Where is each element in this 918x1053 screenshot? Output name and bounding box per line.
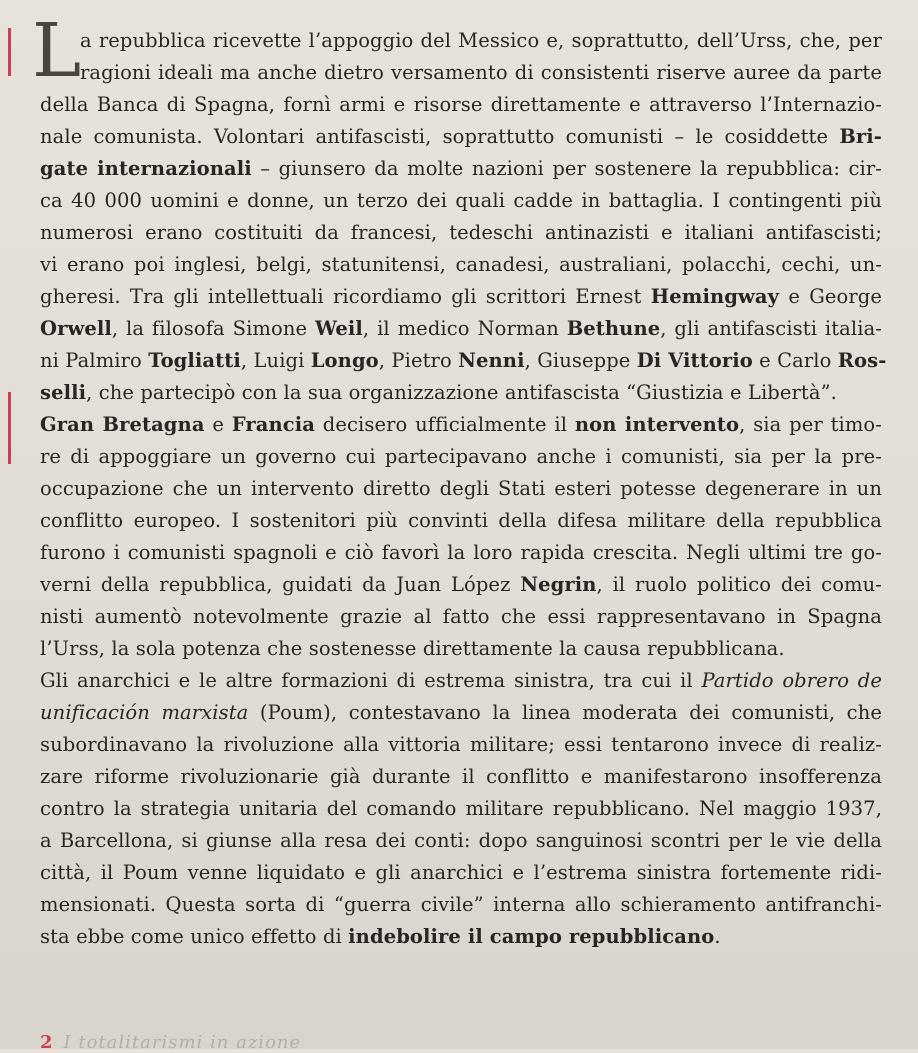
- text-line: Orwell, la filosofa Simone Weil, il medico Norman Bethune, gli antifascisti italia-: [40, 317, 882, 340]
- text-line: occupazione che un intervento diretto degli Stati esteri potesse degenerare in un: [40, 477, 882, 500]
- chapter-number: 2: [40, 1032, 54, 1053]
- page-footer: [40, 1032, 301, 1053]
- text-line: ca 40 000 uomini e donne, un terzo dei quali cadde in battaglia. I contingenti più: [40, 189, 882, 212]
- text-line: subordinavano la rivoluzione alla vittoria militare; essi tentarono invece di realiz-: [40, 733, 882, 756]
- text-line: zare riforme rivoluzionarie già durante il conflitto e manifestarono insofferenza: [40, 765, 882, 788]
- margin-bar-middle: [8, 392, 11, 464]
- text-line: della Banca di Spagna, fornì armi e risorse direttamente e attraverso l’Internazio-: [40, 93, 882, 116]
- text-line: gheresi. Tra gli intellettuali ricordiamo gli scrittori Ernest Hemingway e George: [40, 285, 882, 308]
- text-line: nisti aumentò notevolmente grazie al fatto che essi rappresentavano in Spagna: [40, 605, 882, 628]
- text-line: a Barcellona, si giunse alla resa dei conti: dopo sanguinosi scontri per le vie della: [40, 829, 882, 852]
- text-line: ni Palmiro Togliatti, Luigi Longo, Pietro Nenni, Giuseppe Di Vittorio e Carlo Ros-: [40, 349, 887, 372]
- drop-cap: L: [32, 8, 82, 94]
- text-line: nale comunista. Volontari antifascisti, soprattutto comunisti – le cosiddette Bri-: [40, 125, 882, 148]
- text-line: numerosi erano costituiti da francesi, tedeschi antinazisti e italiani antifascisti;: [40, 221, 882, 244]
- text-line: ragioni ideali ma anche dietro versamento di consistenti riserve auree da parte: [80, 61, 882, 84]
- text-line: l’Urss, la sola potenza che sostenesse direttamente la causa repubblicana.: [40, 637, 785, 660]
- text-line: città, il Poum venne liquidato e gli anarchici e l’estrema sinistra fortemente ridi-: [40, 861, 882, 884]
- text-line: Gran Bretagna e Francia decisero ufficialmente il non intervento, sia per timo-: [40, 413, 882, 436]
- text-line: unificación marxista (Poum), contestavano la linea moderata dei comunisti, che: [40, 701, 882, 724]
- text-line: re di appoggiare un governo cui partecipavano anche i comunisti, sia per la pre-: [40, 445, 882, 468]
- chapter-title: I totalitarismi in azione: [63, 1032, 302, 1053]
- margin-bar-top: [8, 28, 11, 76]
- text-line: furono i comunisti spagnoli e ciò favorì la loro rapida crescita. Negli ultimi tre go-: [40, 541, 882, 564]
- text-line: vi erano poi inglesi, belgi, statunitensi, canadesi, australiani, polacchi, cechi, un-: [40, 253, 882, 276]
- text-line: verni della repubblica, guidati da Juan López Negrin, il ruolo politico dei comu-: [40, 573, 882, 596]
- text-line: a repubblica ricevette l’appoggio del Messico e, soprattutto, dell’Urss, che, per: [80, 29, 882, 52]
- text-line: gate internazionali – giunsero da molte nazioni per sostenere la repubblica: cir-: [40, 157, 882, 180]
- text-line: conflitto europeo. I sostenitori più convinti della difesa militare della repubblica: [40, 509, 882, 532]
- text-line: contro la strategia unitaria del comando militare repubblicano. Nel maggio 1937,: [40, 797, 882, 820]
- text-line: Gli anarchici e le altre formazioni di estrema sinistra, tra cui il Partido obrero de: [40, 669, 882, 692]
- text-line: selli, che partecipò con la sua organizzazione antifascista “Giustizia e Libertà”.: [40, 381, 837, 404]
- text-line: mensionati. Questa sorta di “guerra civile” interna allo schieramento antifranchi-: [40, 893, 882, 916]
- text-line: sta ebbe come unico effetto di indebolire il campo repubblicano.: [40, 925, 721, 948]
